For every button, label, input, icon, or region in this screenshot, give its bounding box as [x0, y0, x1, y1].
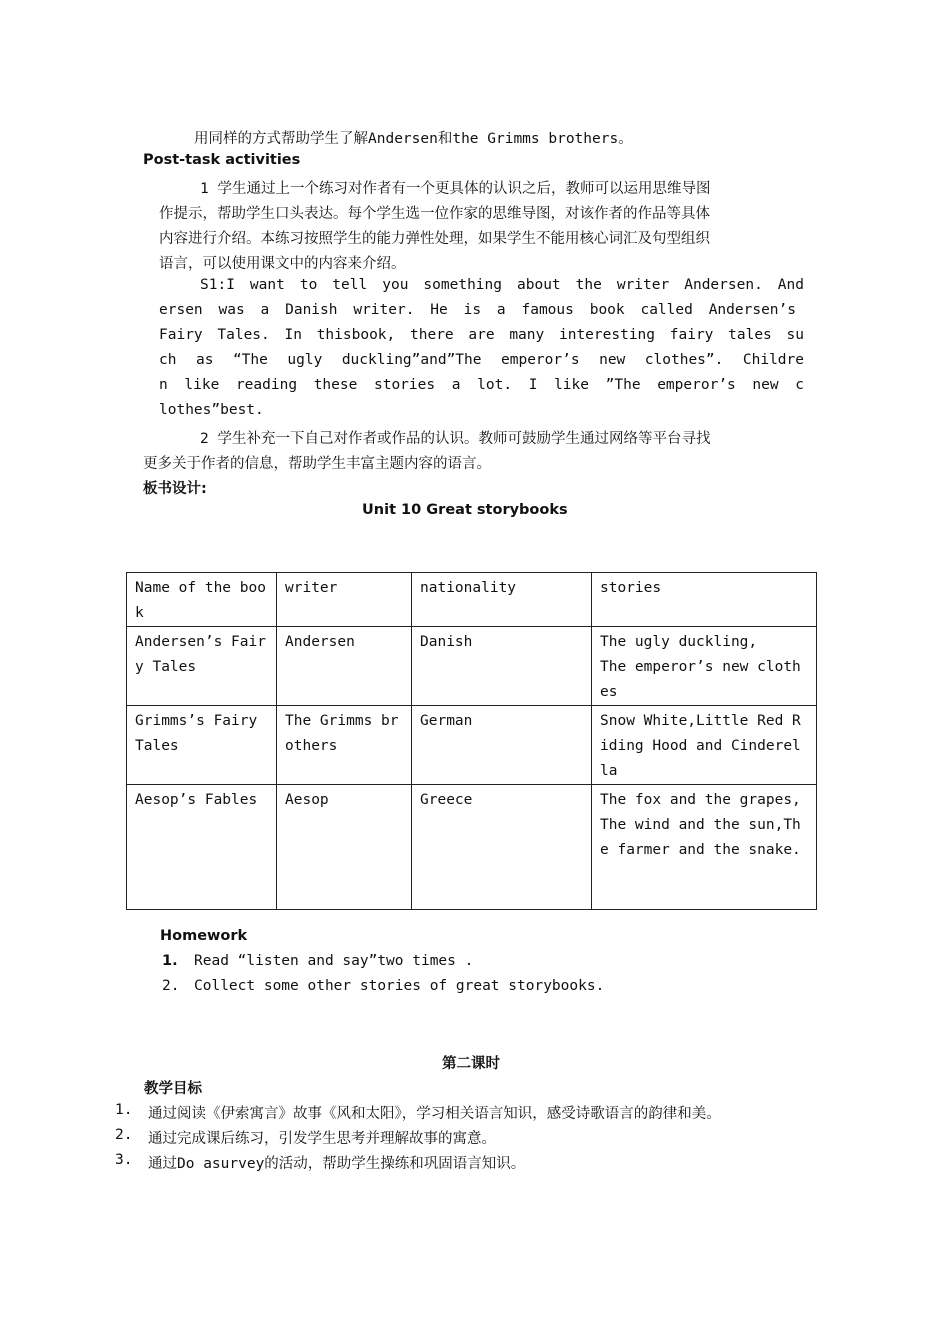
board-title: Unit 10 Great storybooks: [362, 502, 568, 518]
example-line: S1:I want to tell you something about the writer Andersen. And: [200, 277, 804, 293]
table-cell: Andersen: [277, 627, 412, 706]
table-cell: Aesop: [277, 785, 412, 910]
homework-item-number: 1.: [162, 953, 178, 969]
table-cell: The fox and the grapes,The wind and the sun,The farmer and the snake.: [592, 785, 817, 910]
table-cell: German: [412, 706, 592, 785]
homework-item-text: Read “listen and say”two times .: [194, 953, 474, 969]
table-row: [127, 706, 817, 785]
example-line: lothes”best.: [159, 402, 264, 418]
goal-text: 通过完成课后练习，引发学生思考并理解故事的寓意。: [148, 1131, 496, 1147]
board-heading: 板书设计:: [143, 481, 207, 497]
goal-text: 通过Do asurvey的活动，帮助学生操练和巩固语言知识。: [148, 1156, 526, 1172]
example-line: ersen was a Danish writer. He is a famous book called Andersen’s: [159, 302, 796, 318]
header-cell: Name of the book: [127, 573, 277, 627]
goal-number: 3.: [115, 1152, 133, 1168]
homework-heading: Homework: [160, 928, 248, 944]
homework-item-number: 2.: [162, 978, 180, 994]
homework-item-text: Collect some other stories of great storybooks.: [194, 978, 605, 994]
table-row: [127, 627, 817, 706]
goal-text: 通过阅读《伊索寓言》故事《风和太阳》，学习相关语言知识，感受诗歌语言的韵律和美。: [148, 1106, 721, 1122]
table-header-row: [127, 573, 817, 627]
post-task-heading: Post-task activities: [143, 152, 301, 168]
table-cell: The Grimms brothers: [277, 706, 412, 785]
goals-heading: 教学目标: [144, 1081, 202, 1097]
goal-number: 2.: [115, 1127, 133, 1143]
header-cell: writer: [277, 573, 412, 627]
table-cell: Greece: [412, 785, 592, 910]
table-cell: Snow White,Little Red Riding Hood and Cinderella: [592, 706, 817, 785]
item1-line: 1 学生通过上一个练习对作者有一个更具体的认识之后，教师可以运用思维导图: [200, 181, 711, 197]
item1-line: 作提示，帮助学生口头表达。每个学生选一位作家的思维导图，对该作者的作品等具体: [159, 206, 710, 222]
item1-line: 语言，可以使用课文中的内容来介绍。: [159, 256, 406, 272]
intro-line: 用同样的方式帮助学生了解Andersen和the Grimms brothers。: [194, 131, 633, 147]
header-cell: nationality: [412, 573, 592, 627]
header-cell: stories: [592, 573, 817, 627]
lesson2-title: 第二课时: [442, 1056, 500, 1072]
table-cell: The ugly duckling, The emperor’s new clothes: [592, 627, 817, 706]
table-cell: Andersen’s Fairy Tales: [127, 627, 277, 706]
item2-line: 2 学生补充一下自己对作者或作品的认识。教师可鼓励学生通过网络等平台寻找: [200, 431, 711, 447]
board-table: [126, 572, 817, 910]
item2-line: 更多关于作者的信息，帮助学生丰富主题内容的语言。: [143, 456, 491, 472]
table-cell: Danish: [412, 627, 592, 706]
goal-number: 1.: [115, 1102, 133, 1118]
example-line: n like reading these stories a lot. I like ”The emperor’s new c: [159, 377, 804, 393]
item1-line: 内容进行介绍。本练习按照学生的能力弹性处理，如果学生不能用核心词汇及句型组织: [159, 231, 710, 247]
table-cell: Grimms’s Fairy Tales: [127, 706, 277, 785]
table-row: [127, 785, 817, 910]
example-line: Fairy Tales. In thisbook, there are many interesting fairy tales su: [159, 327, 804, 343]
example-line: ch as “The ugly duckling”and”The emperor’s new clothes”. Childre: [159, 352, 804, 368]
table-cell: Aesop’s Fables: [127, 785, 277, 910]
